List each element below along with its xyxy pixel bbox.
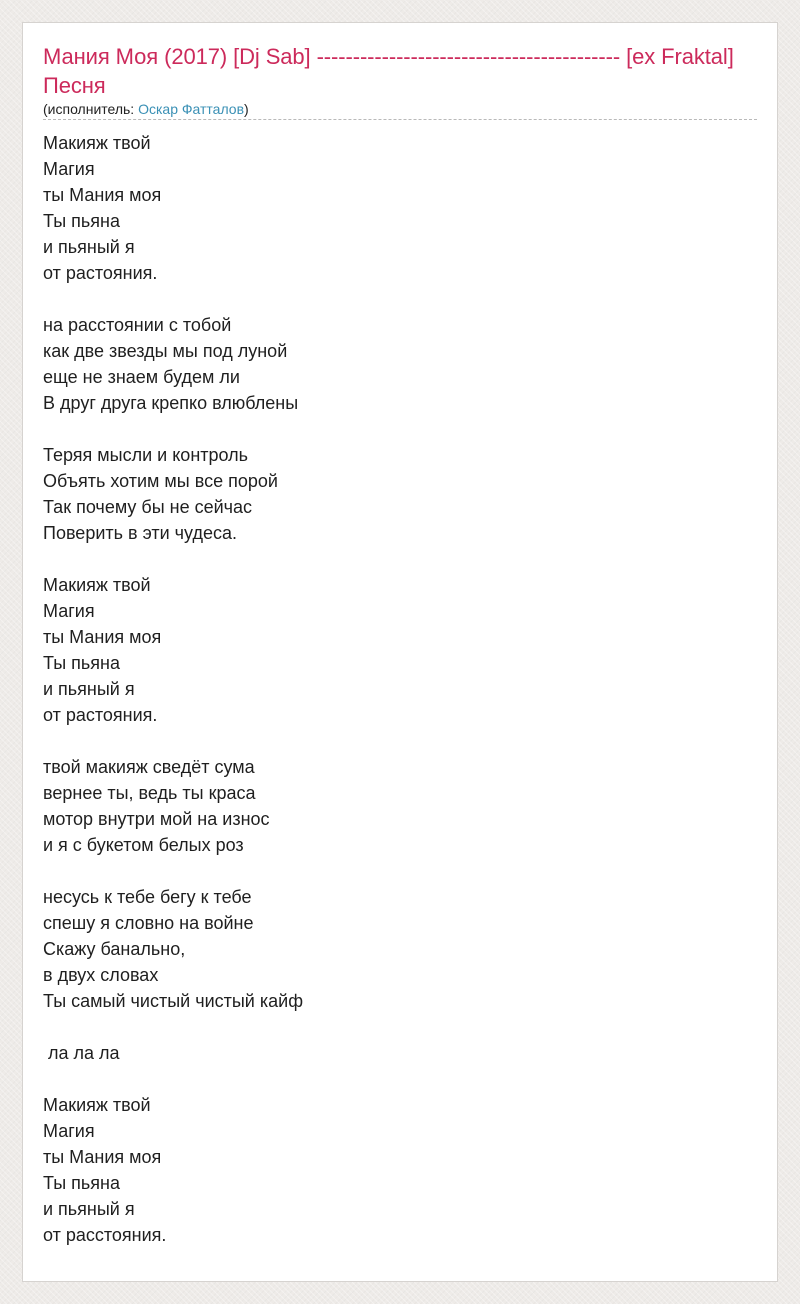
lyric-line: Ты пьяна <box>43 211 120 231</box>
lyric-line <box>43 1014 757 1040</box>
lyric-line: Ты пьяна <box>43 653 120 673</box>
lyric-line: Макияж твой <box>43 1095 151 1115</box>
artist-link[interactable]: Оскар Фатталов <box>138 101 245 117</box>
lyric-line: Магия <box>43 159 95 179</box>
artist-line <box>43 101 757 120</box>
lyric-line <box>43 728 757 754</box>
lyric-line: Так почему бы не сейчас <box>43 497 253 517</box>
lyric-line <box>43 1066 757 1092</box>
lyric-line: твой макияж сведёт сума <box>43 757 255 777</box>
lyric-line: Магия <box>43 601 95 621</box>
lyric-line: и пьяный я <box>43 237 135 257</box>
lyric-line: еще не знаем будем ли <box>43 367 240 387</box>
lyric-line: от расстояния. <box>43 1225 167 1245</box>
lyric-line: и пьяный я <box>43 679 135 699</box>
lyric-line: Объять хотим мы все порой <box>43 471 278 491</box>
lyric-line <box>43 858 757 884</box>
lyric-line: в двух словах <box>43 965 159 985</box>
lyric-line: как две звезды мы под луной <box>43 341 288 361</box>
lyric-line: Скажу банально, <box>43 939 186 959</box>
lyrics-card <box>22 22 778 1282</box>
lyric-line: Магия <box>43 1121 95 1141</box>
lyric-line: Макияж твой <box>43 133 151 153</box>
lyric-line: от растояния. <box>43 705 158 725</box>
lyric-line: Ты пьяна <box>43 1173 120 1193</box>
lyric-line: несусь к тебе бегу к тебе <box>43 887 252 907</box>
lyric-line: Поверить в эти чудеса. <box>43 523 237 543</box>
lyric-line: от растояния. <box>43 263 158 283</box>
lyric-line: и я с букетом белых роз <box>43 835 244 855</box>
artist-prefix: (исполнитель: <box>43 101 139 117</box>
lyric-line <box>43 416 757 442</box>
lyric-line: ла ла ла <box>43 1043 120 1063</box>
lyric-line: ты Мания моя <box>43 627 162 647</box>
lyric-line: Макияж твой <box>43 575 151 595</box>
lyric-line: ты Мания моя <box>43 1147 162 1167</box>
lyric-line: вернее ты, ведь ты краса <box>43 783 256 803</box>
lyric-line: на расстоянии с тобой <box>43 315 232 335</box>
lyric-line: ты Мания моя <box>43 185 162 205</box>
lyric-line: спешу я словно на войне <box>43 913 254 933</box>
artist-suffix: ) <box>244 101 249 117</box>
lyric-line <box>43 546 757 572</box>
lyric-line: и пьяный я <box>43 1199 135 1219</box>
song-title: Мания Моя (2017) [Dj Sab] ------------------------------------------ [ex Fraktal] Песня <box>43 44 734 98</box>
lyric-line: Ты самый чистый чистый кайф <box>43 991 304 1011</box>
lyric-line: Теряя мысли и контроль <box>43 445 249 465</box>
lyric-line <box>43 286 757 312</box>
lyrics-text <box>43 130 757 1248</box>
lyric-line: В друг друга крепко влюблены <box>43 393 299 413</box>
lyric-line: мотор внутри мой на износ <box>43 809 270 829</box>
